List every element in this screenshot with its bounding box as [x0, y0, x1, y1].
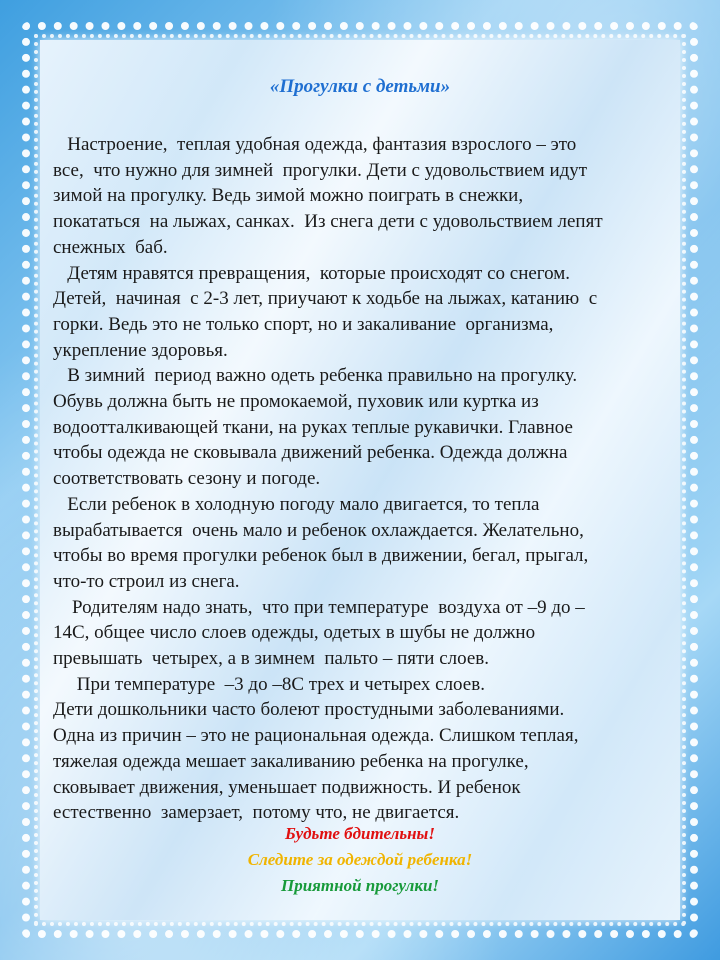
page-title: «Прогулки с детьми»	[269, 76, 451, 97]
body-line: сковывает движения, уменьшает подвижность. И ребенок	[53, 776, 521, 798]
body-line: снежных баб.	[53, 236, 168, 258]
body-line: что-то строил из снега.	[53, 570, 240, 592]
closing-line-be-vigilant: Будьте бдительны!	[285, 824, 435, 843]
body-line: Родителям надо знать, что при температуре воздуха от –9 до –	[53, 596, 585, 618]
body-line: покататься на лыжах, санках. Из снега дети с удовольствием лепят	[53, 211, 603, 233]
body-line: Если ребенок в холодную погоду мало двигается, то тепла	[53, 493, 540, 515]
body-line: горки. Ведь это не только спорт, но и закаливание организма,	[53, 313, 554, 335]
body-line: При температуре –3 до –8С трех и четырех слоев.	[53, 673, 485, 695]
body-line: все, что нужно для зимней прогулки. Дети с удовольствием идут	[53, 159, 588, 181]
body-line: водоотталкивающей ткани, на руках теплые рукавички. Главное	[53, 416, 573, 438]
body-line: 14С, общее число слоев одежды, одетых в шубы не должно	[53, 622, 536, 644]
body-line: Детей, начиная с 2-3 лет, приучают к ходьбе на лыжах, катанию с	[53, 288, 598, 310]
body-line: Детям нравятся превращения, которые происходят со снегом.	[53, 262, 571, 284]
body-line: чтобы во время прогулки ребенок был в движении, бегал, прыгал,	[53, 545, 589, 567]
closing-block	[0, 821, 720, 899]
body-line: Дети дошкольники часто болеют простудными заболеваниями.	[53, 699, 565, 721]
closing-line-watch-clothing: Следите за одеждой ребенка!	[247, 850, 473, 869]
body-line: соответствовать сезону и погоде.	[53, 468, 321, 490]
body-line: Обувь должна быть не промокаемой, пуховик или куртка из	[53, 391, 539, 413]
body-line: укрепление здоровья.	[53, 339, 228, 361]
body-line: естественно замерзает, потому что, не двигается.	[53, 802, 460, 824]
body-line: Настроение, теплая удобная одежда, фантазия взрослого – это	[53, 134, 577, 155]
body-line: Одна из причин – это не рациональная одежда. Слишком теплая,	[53, 725, 579, 747]
closing-line-enjoy-walk: Приятной прогулки!	[280, 876, 440, 895]
body-line: зимой на прогулку. Ведь зимой можно поиграть в снежки,	[53, 185, 524, 207]
article-body	[53, 132, 678, 826]
body-line: вырабатывается очень мало и ребенок охлаждается. Желательно,	[53, 519, 584, 541]
body-line: В зимний период важно одеть ребенка правильно на прогулку.	[53, 365, 578, 387]
body-line: превышать четырех, а в зимнем пальто – пяти слоев.	[53, 648, 490, 670]
body-line: тяжелая одежда мешает закаливанию ребенка на прогулке,	[53, 750, 529, 772]
body-line: чтобы одежда не сковывала движений ребенка. Одежда должна	[53, 442, 568, 464]
